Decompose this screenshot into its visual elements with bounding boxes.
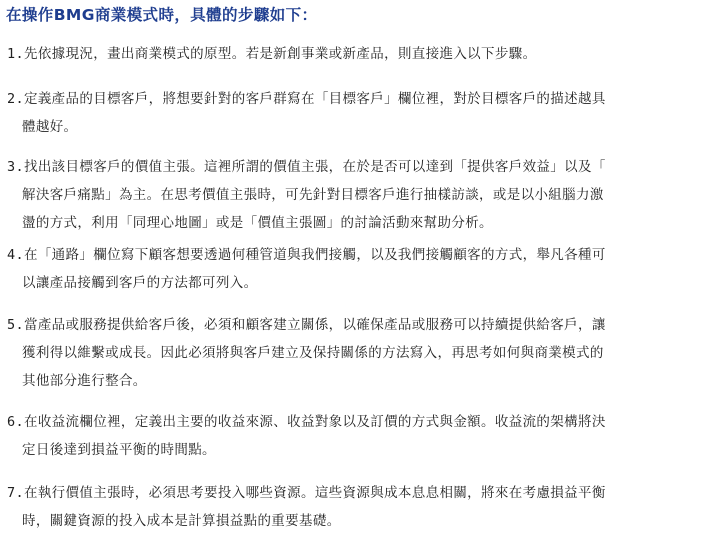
step-text: 時，關鍵資源的投入成本是計算損益點的重要基礎。	[22, 513, 341, 529]
step-item	[7, 40, 702, 68]
step-item	[7, 408, 702, 464]
step-text: 體越好。	[22, 119, 78, 135]
step-line	[7, 153, 702, 181]
step-text: 獲利得以維繫或成長。因此必須將與客戶建立及保持關係的方法寫入，再思考如何與商業模式的	[22, 345, 604, 361]
step-line	[7, 85, 702, 113]
step-text: 在執行價值主張時，必須思考要投入哪些資源。這些資源與成本息息相關，將來在考慮損益平衡	[23, 485, 606, 501]
step-text: 先依據現況，畫出商業模式的原型。若是新創事業或新產品，則直接進入以下步驟。	[23, 46, 537, 62]
step-number: 3.	[7, 159, 24, 175]
step-text: 在收益流欄位裡，定義出主要的收益來源、收益對象以及訂價的方式與金額。收益流的架構將決	[23, 414, 606, 430]
step-line	[7, 507, 702, 535]
step-item	[7, 311, 702, 395]
step-item	[7, 85, 702, 141]
step-text: 解決客戶痛點」為主。在思考價值主張時，可先針對目標客戶進行抽樣訪談，或是以小組腦力激	[22, 187, 604, 203]
step-number: 5.	[7, 317, 24, 333]
step-line	[7, 113, 702, 141]
document-title: 在操作BMG商業模式時，具體的步驟如下：	[6, 6, 318, 24]
step-line	[7, 241, 702, 269]
step-text: 盪的方式，利用「同理心地圖」或是「價值主張圖」的討論活動來幫助分析。	[22, 215, 493, 231]
step-line	[7, 181, 702, 209]
step-line	[7, 209, 702, 237]
step-text: 在「通路」欄位寫下顧客想要透過何種管道與我們接觸，以及我們接觸顧客的方式，舉凡各種可	[23, 247, 606, 263]
step-number: 2.	[7, 91, 24, 107]
step-text: 定義產品的目標客戶，將想要針對的客戶群寫在「目標客戶」欄位裡，對於目標客戶的描述越具	[23, 91, 606, 107]
step-number: 6.	[7, 414, 24, 430]
step-line	[7, 339, 702, 367]
step-text: 定日後達到損益平衡的時間點。	[22, 442, 216, 458]
step-text: 找出該目標客戶的價值主張。這裡所謂的價值主張，在於是否可以達到「提供客戶效益」以及「	[23, 159, 606, 175]
step-line	[7, 408, 702, 436]
step-number: 4.	[7, 247, 24, 263]
step-line	[7, 436, 702, 464]
step-text: 其他部分進行整合。	[22, 373, 147, 389]
step-text: 當產品或服務提供給客戶後，必須和顧客建立關係，以確保產品或服務可以持續提供給客戶，讓	[23, 317, 606, 333]
step-number: 7.	[7, 485, 24, 501]
step-line	[7, 311, 702, 339]
step-text: 以讓產品接觸到客戶的方法都可列入。	[22, 275, 258, 291]
step-line	[7, 40, 702, 68]
step-item	[7, 153, 702, 237]
step-line	[7, 479, 702, 507]
step-line	[7, 269, 702, 297]
step-line	[7, 367, 702, 395]
step-number: 1.	[7, 46, 24, 62]
step-item	[7, 479, 702, 535]
step-item	[7, 241, 702, 297]
